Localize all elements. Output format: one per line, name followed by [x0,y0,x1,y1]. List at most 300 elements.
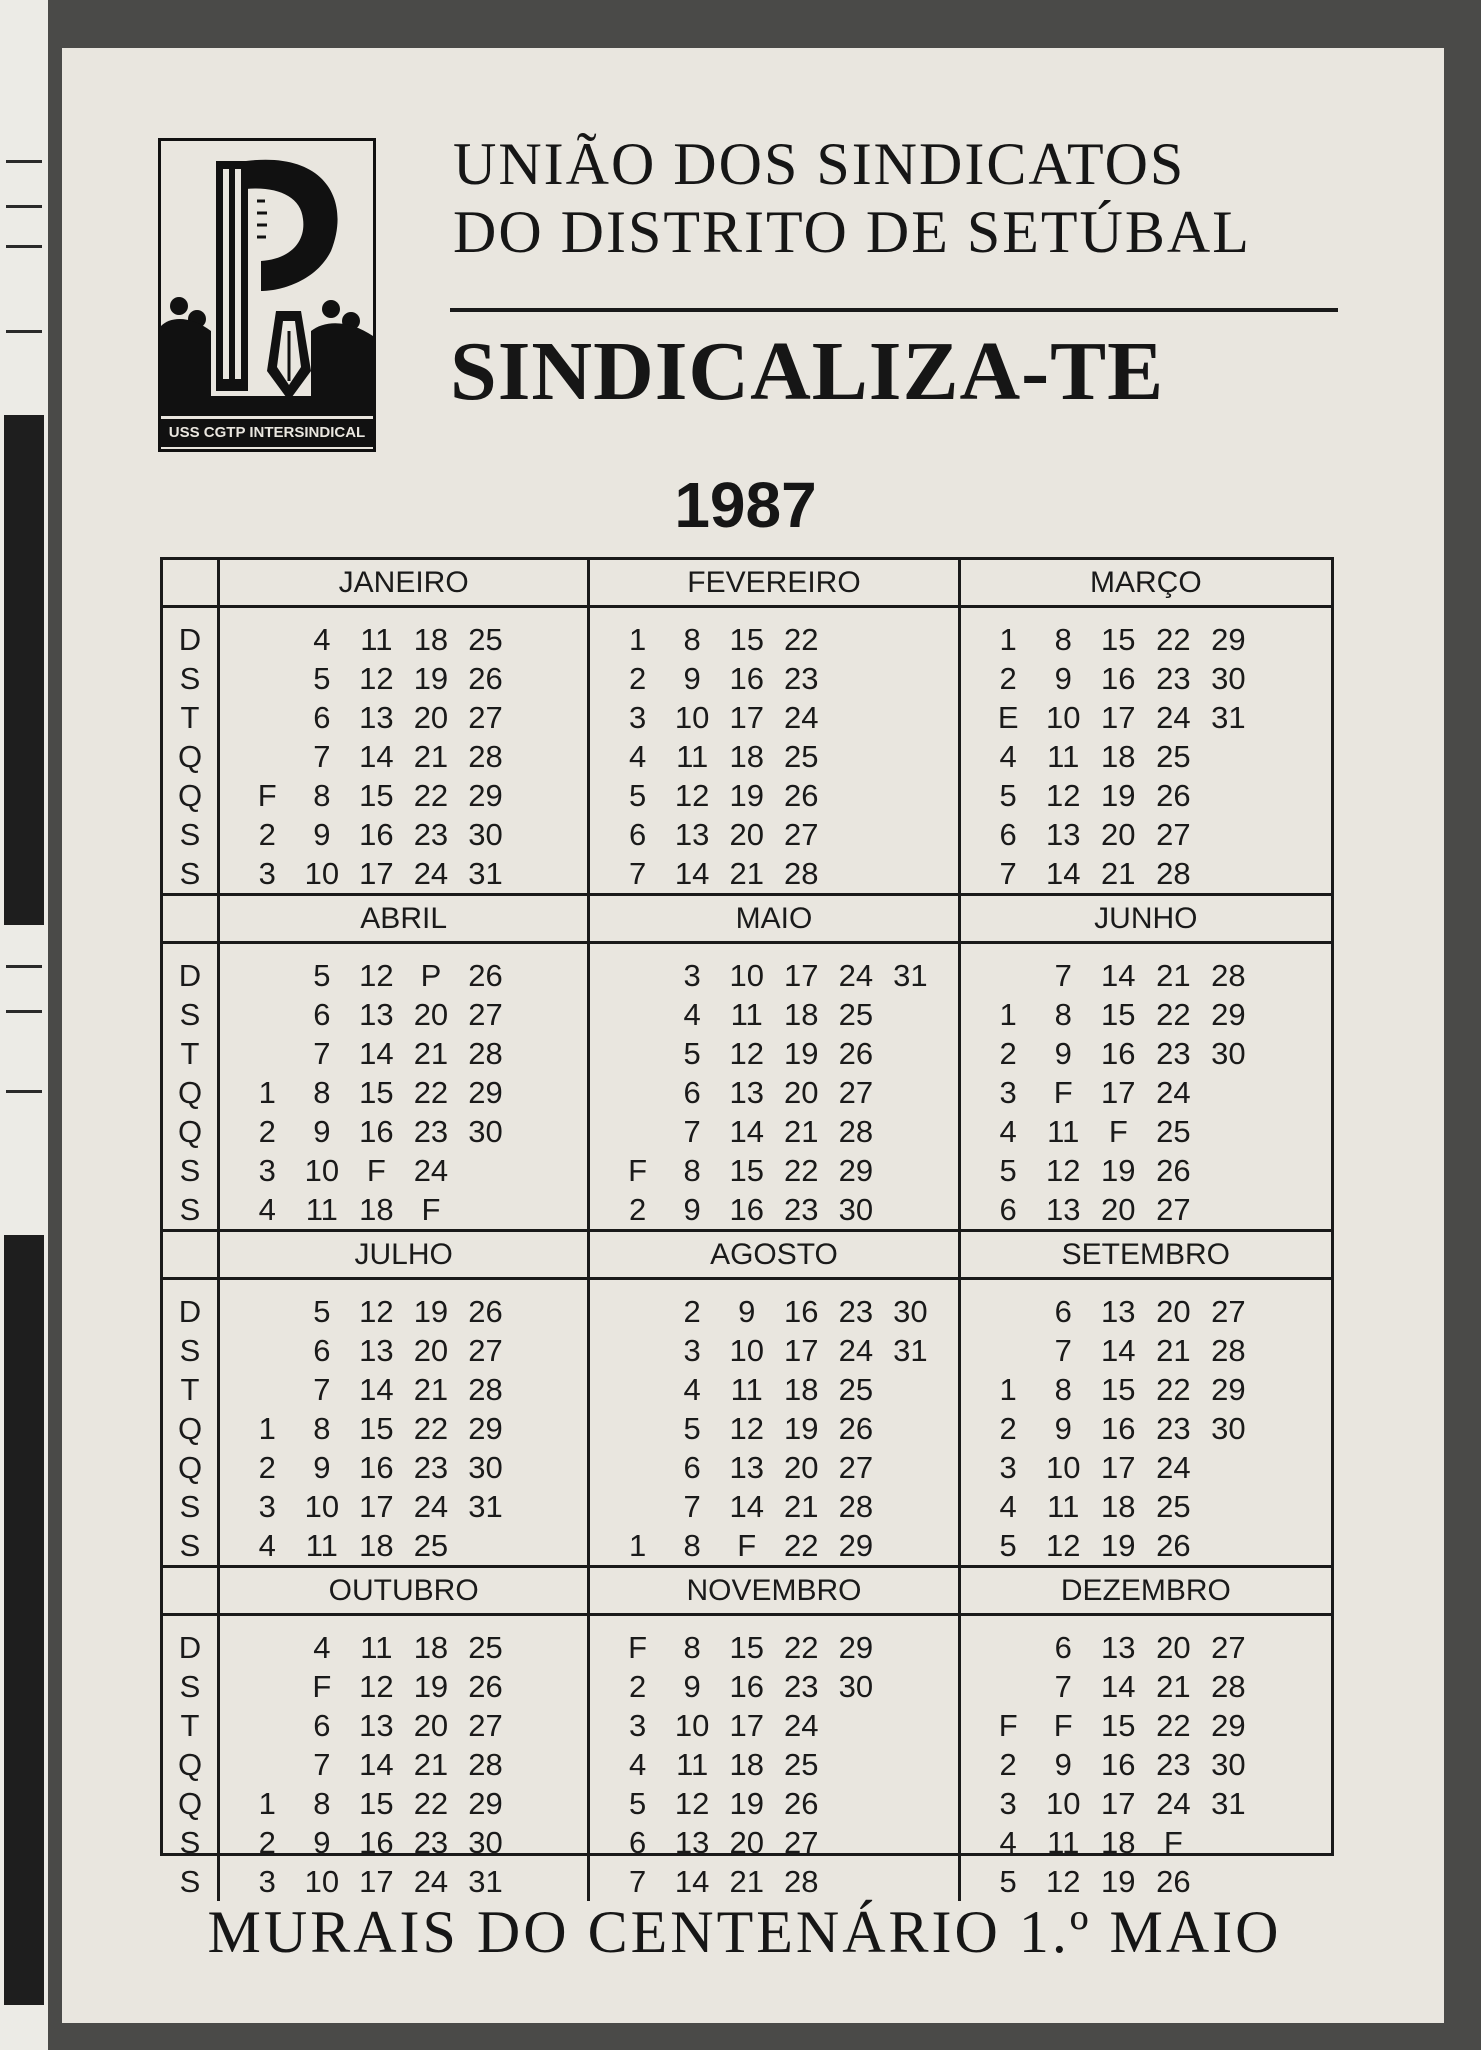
weekday-label: S [179,661,201,696]
day-cell: 28 [838,1114,874,1149]
day-cell: 20 [729,1825,764,1860]
day-cell: 12 [1045,1864,1081,1899]
weekday-column [163,944,220,1232]
day-cell [981,1628,1036,1667]
day-cell: 30 [893,1294,928,1329]
day-cell: 26 [468,661,503,696]
day-cell: 5 [313,661,331,696]
day-cell: 24 [1156,1075,1191,1110]
weekday-column [163,1616,220,1901]
day-cell: 22 [784,622,819,657]
day-cell: 21 [729,856,764,891]
day-cell: 6 [999,817,1017,852]
day-cell: 10 [1045,700,1081,735]
day-cell: 24 [784,700,819,735]
day-cell: 14 [1101,1669,1136,1704]
day-cell: 14 [359,739,394,774]
day-cell [981,1331,1036,1370]
day-cell [513,776,568,815]
day-cell: 8 [313,778,331,813]
day-cell: 18 [784,997,819,1032]
day-cell: 9 [1054,1411,1072,1446]
day-cell: 29 [1211,1372,1246,1407]
day-cell [883,1370,938,1409]
weekday-label: T [180,700,200,735]
day-cell: 9 [738,1294,756,1329]
day-cell: F [737,1528,757,1563]
month-days [961,1616,1331,1901]
day-cell: 9 [683,1192,701,1227]
month-name: JANEIRO [220,560,590,608]
day-cell: 9 [683,661,701,696]
day-cell: 2 [999,1411,1017,1446]
day-cell [1256,1190,1311,1229]
month-name: MARÇO [961,560,1331,608]
day-cell: 21 [1156,958,1191,993]
day-cell: 4 [683,1372,701,1407]
month-days [961,944,1331,1232]
day-cell: 20 [784,1450,819,1485]
day-cell [1256,1862,1311,1901]
day-cell [1201,1862,1256,1901]
day-cell: 22 [413,778,449,813]
weekday-label: D [178,1630,202,1665]
day-cell: 6 [628,1825,647,1860]
day-cell: 26 [468,1669,503,1704]
day-cell [883,1667,938,1706]
day-cell [1201,1526,1256,1565]
day-cell: 27 [784,817,819,852]
day-cell: 14 [729,1489,764,1524]
weekday-label: D [178,958,202,993]
day-cell: 11 [676,1747,709,1782]
union-logo [158,138,376,452]
day-cell: 7 [1054,1333,1072,1368]
day-cell: 27 [1211,1294,1246,1329]
day-cell [883,1745,938,1784]
day-cell: 9 [1054,1747,1072,1782]
day-cell: 9 [313,1114,331,1149]
day-cell: 22 [784,1630,819,1665]
day-cell: 24 [784,1708,819,1743]
day-cell [610,1034,665,1073]
day-cell: 13 [1045,817,1081,852]
day-cell [513,956,568,995]
day-cell: 4 [313,1630,331,1665]
day-cell: 23 [838,1294,874,1329]
day-cell: 30 [468,1825,503,1860]
day-cell [1201,776,1256,815]
day-cell: 20 [1156,1294,1191,1329]
day-cell: 27 [1156,1192,1191,1227]
day-cell: 11 [360,1630,393,1665]
day-cell: 14 [674,856,710,891]
day-cell: 29 [1211,997,1246,1032]
day-cell: 15 [729,1630,764,1665]
day-cell [513,1526,568,1565]
day-cell [883,815,938,854]
day-cell: 3 [628,700,647,735]
day-cell: 20 [413,1333,449,1368]
day-cell: 19 [1101,778,1136,813]
day-cell [513,995,568,1034]
day-cell: 17 [1101,1786,1136,1821]
day-cell: 15 [1101,1372,1136,1407]
day-cell: 28 [468,1747,503,1782]
weekday-label: T [180,1036,200,1071]
day-cell: 8 [683,1528,701,1563]
day-cell [1201,1112,1256,1151]
month-days [961,1280,1331,1568]
day-cell [610,1370,665,1409]
day-cell: 30 [468,1450,503,1485]
day-cell: 23 [413,817,449,852]
day-cell [513,1190,568,1229]
day-cell: 17 [359,1489,394,1524]
day-cell: 19 [413,661,449,696]
day-cell: 5 [999,1153,1017,1188]
day-cell: 4 [999,1114,1017,1149]
day-cell [1256,1034,1311,1073]
day-cell: 31 [893,958,928,993]
day-cell: 7 [1054,958,1072,993]
day-cell: 24 [1156,1786,1191,1821]
day-cell: 20 [413,1708,449,1743]
day-cell: 26 [1156,1864,1191,1899]
day-cell: 2 [258,1450,276,1485]
day-cell [1201,737,1256,776]
day-cell: 20 [413,997,449,1032]
day-cell: 26 [838,1036,874,1071]
day-cell [513,1409,568,1448]
day-cell: 14 [359,1036,394,1071]
day-cell [513,1292,568,1331]
day-cell: 25 [1156,1489,1191,1524]
day-cell: 12 [1045,1528,1081,1563]
weekday-label: S [179,997,201,1032]
day-cell: 19 [413,1669,449,1704]
day-cell [883,995,938,1034]
day-cell [883,1409,938,1448]
day-cell [1201,815,1256,854]
day-cell: 31 [1211,700,1246,735]
day-cell: 13 [359,1333,394,1368]
day-cell: E [997,700,1019,735]
day-cell: 5 [683,1036,701,1071]
day-cell: 10 [1045,1786,1081,1821]
day-cell: 22 [1156,622,1191,657]
month-name: DEZEMBRO [961,1568,1331,1616]
day-cell [513,1706,568,1745]
day-cell: 4 [258,1528,276,1563]
day-cell: 24 [1156,1450,1191,1485]
day-cell: 6 [313,1333,331,1368]
weekday-label: Q [177,739,203,774]
day-cell: 10 [1045,1450,1081,1485]
weekday-label: S [179,1825,201,1860]
day-cell: 25 [413,1528,449,1563]
weekday-label: S [179,1489,201,1524]
day-cell: 23 [413,1114,449,1149]
day-cell: 6 [313,997,331,1032]
day-cell: 3 [258,1489,276,1524]
day-cell: 22 [784,1153,819,1188]
day-cell [458,1526,513,1565]
day-cell [1256,1073,1311,1112]
day-cell [883,698,938,737]
day-cell: 2 [628,661,647,696]
day-cell: 11 [1047,1114,1080,1149]
day-cell [1256,1112,1311,1151]
day-cell: 7 [628,1864,647,1899]
day-cell: 7 [683,1114,701,1149]
day-cell: 30 [838,1669,874,1704]
day-cell: 5 [683,1411,701,1446]
day-cell: 23 [1156,1411,1191,1446]
day-cell: 28 [1211,958,1246,993]
day-cell: 1 [258,1411,276,1446]
day-cell: 17 [784,958,819,993]
day-cell: 29 [838,1528,874,1563]
day-cell: 21 [1156,1669,1191,1704]
day-cell: 25 [468,1630,503,1665]
day-cell: 11 [1047,739,1080,774]
day-cell: 28 [468,1036,503,1071]
day-cell: 23 [784,661,819,696]
day-cell: 27 [1156,817,1191,852]
day-cell: 9 [1054,661,1072,696]
day-cell [1256,1706,1311,1745]
day-cell: 13 [674,817,710,852]
month-days [590,944,960,1232]
day-cell: 7 [628,856,647,891]
day-cell [240,1331,295,1370]
day-cell: 21 [1101,856,1136,891]
day-cell [240,737,295,776]
day-cell: 24 [838,1333,874,1368]
footer-text: MURAIS DO CENTENÁRIO 1.º MAIO [207,1899,1282,1965]
day-cell: F [628,1153,648,1188]
day-cell: 23 [1156,1747,1191,1782]
day-cell: 1 [628,1528,647,1563]
day-cell: 23 [784,1192,819,1227]
day-cell: 22 [784,1528,819,1563]
day-cell: 10 [304,1864,340,1899]
day-cell [1256,854,1311,893]
day-cell: 3 [628,1708,647,1743]
day-cell: 3 [258,1864,276,1899]
day-cell: P [420,958,442,993]
day-cell: 16 [359,1450,394,1485]
day-cell [513,620,568,659]
day-cell: 29 [838,1630,874,1665]
day-cell [458,1190,513,1229]
day-cell [240,1628,295,1667]
day-cell: 29 [838,1153,874,1188]
day-cell [883,1487,938,1526]
weekday-label: Q [177,1450,203,1485]
weekday-label: D [178,1294,202,1329]
day-cell [1201,1151,1256,1190]
day-cell: 21 [413,1747,449,1782]
weekday-header-blank [163,1232,220,1280]
day-cell: 26 [784,1786,819,1821]
day-cell: 9 [313,1825,331,1860]
day-cell: 11 [305,1192,338,1227]
day-cell: 5 [999,1528,1017,1563]
day-cell [883,1112,938,1151]
day-cell: 23 [413,1825,449,1860]
day-cell [513,815,568,854]
day-cell: 30 [838,1192,874,1227]
day-cell: 13 [1101,1294,1136,1329]
day-cell [240,659,295,698]
month-name: NOVEMBRO [590,1568,960,1616]
day-cell [1256,1331,1311,1370]
day-cell: 12 [674,1786,710,1821]
day-cell: 28 [838,1489,874,1524]
day-cell [610,1487,665,1526]
day-cell: 19 [413,1294,449,1329]
day-cell: 7 [313,1372,331,1407]
day-cell: 15 [729,622,764,657]
day-cell: 18 [413,622,449,657]
month-days [220,1280,590,1568]
month-name: AGOSTO [590,1232,960,1280]
month-name: OUTUBRO [220,1568,590,1616]
day-cell: 27 [468,700,503,735]
weekday-column [163,1280,220,1568]
day-cell: 26 [1156,778,1191,813]
day-cell: 18 [359,1528,394,1563]
day-cell: 15 [359,1075,394,1110]
day-cell: 29 [1211,1708,1246,1743]
day-cell [1256,1784,1311,1823]
day-cell: 17 [729,1708,764,1743]
day-cell: 26 [1156,1153,1191,1188]
weekday-label: Q [177,1747,203,1782]
day-cell: 13 [729,1075,764,1110]
day-cell [1256,1487,1311,1526]
day-cell: 1 [258,1786,276,1821]
day-cell: 28 [468,739,503,774]
day-cell: 20 [413,700,449,735]
day-cell: 16 [1101,1747,1136,1782]
day-cell: 18 [729,1747,764,1782]
day-cell: 8 [683,1153,701,1188]
day-cell: 27 [838,1075,874,1110]
day-cell [240,1034,295,1073]
day-cell: 13 [359,997,394,1032]
day-cell: 22 [1156,997,1191,1032]
day-cell: 19 [1101,1153,1136,1188]
day-cell [883,1784,938,1823]
day-cell [1256,1745,1311,1784]
day-cell: 2 [999,661,1017,696]
day-cell: 1 [628,622,647,657]
day-cell: 16 [729,1669,764,1704]
day-cell [610,1331,665,1370]
day-cell [513,659,568,698]
day-cell: 12 [674,778,710,813]
day-cell [1256,776,1311,815]
weekday-label: Q [177,778,203,813]
day-cell: 29 [468,1786,503,1821]
day-cell [1256,620,1311,659]
day-cell: 30 [468,817,503,852]
day-cell: 24 [838,958,874,993]
day-cell: 15 [1101,622,1136,657]
day-cell: 12 [359,1669,394,1704]
day-cell: 6 [1054,1294,1072,1329]
weekday-header-blank [163,896,220,944]
day-cell: 26 [468,1294,503,1329]
day-cell: 12 [359,661,394,696]
day-cell: 17 [359,856,394,891]
day-cell [883,1151,938,1190]
day-cell: 5 [313,958,331,993]
day-cell: 27 [468,997,503,1032]
day-cell: 10 [729,958,764,993]
day-cell [610,1409,665,1448]
day-cell: 17 [359,1864,394,1899]
day-cell: 2 [258,1825,276,1860]
day-cell: F [998,1708,1018,1743]
day-cell [610,1073,665,1112]
day-cell [240,1745,295,1784]
day-cell [829,1862,884,1901]
month-days [220,1616,590,1901]
day-cell: 16 [729,1192,764,1227]
day-cell: 23 [1156,1036,1191,1071]
day-cell [513,1487,568,1526]
day-cell [883,659,938,698]
day-cell [513,1331,568,1370]
day-cell: F [366,1153,386,1188]
day-cell: 24 [413,1864,449,1899]
day-cell: 8 [1054,997,1072,1032]
day-cell: 2 [258,1114,276,1149]
day-cell [883,737,938,776]
day-cell: F [312,1669,332,1704]
day-cell: 19 [784,1036,819,1071]
month-days [590,608,960,896]
day-cell [883,1706,938,1745]
day-cell [458,1151,513,1190]
day-cell [1201,854,1256,893]
day-cell: 7 [313,1747,331,1782]
day-cell: 24 [413,1489,449,1524]
day-cell: 12 [359,1294,394,1329]
month-days [220,944,590,1232]
day-cell [513,698,568,737]
day-cell: 8 [683,622,701,657]
day-cell: 4 [999,1825,1017,1860]
day-cell: 8 [1054,622,1072,657]
day-cell: 11 [1047,1489,1080,1524]
day-cell [513,854,568,893]
day-cell: 17 [729,700,764,735]
day-cell [240,1667,295,1706]
day-cell: 23 [413,1450,449,1485]
day-cell: 3 [683,1333,701,1368]
day-cell: 28 [1156,856,1191,891]
day-cell: 27 [838,1450,874,1485]
day-cell: 31 [893,1333,928,1368]
day-cell: 22 [413,1075,449,1110]
day-cell: 30 [1211,1747,1246,1782]
day-cell [829,620,884,659]
